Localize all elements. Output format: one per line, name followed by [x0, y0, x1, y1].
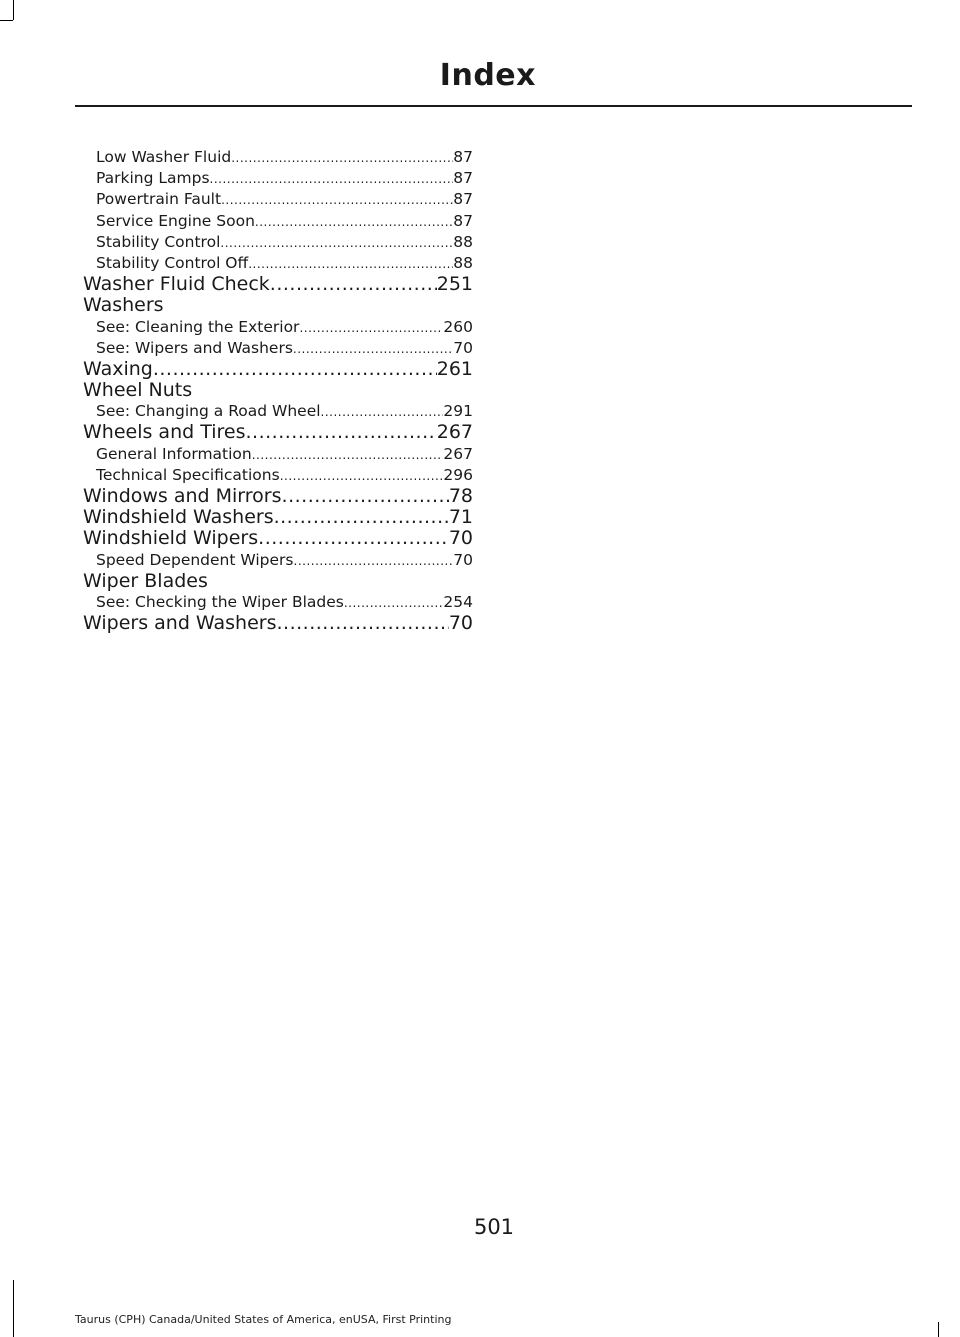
entry-page-number: 70: [448, 613, 473, 635]
entry-page-number: 78: [448, 486, 473, 507]
entry-page-number: 87: [453, 148, 473, 166]
index-entry: [83, 253, 473, 274]
entry-page-number: 254: [443, 592, 473, 611]
entry-page-number: 261: [436, 358, 473, 380]
index-entry: [83, 528, 473, 549]
index-entry: [83, 380, 473, 401]
crop-mark-top-left-horizontal: [0, 20, 13, 21]
index-entry: [83, 465, 473, 486]
dot-leader: [344, 593, 444, 613]
entry-page-number: 87: [453, 190, 473, 209]
index-entry: [83, 168, 473, 189]
index-entry: [83, 274, 473, 295]
index-entry: [83, 486, 473, 507]
index-entry: [83, 211, 473, 232]
dot-leader: [210, 169, 454, 189]
page-number: 501: [473, 1215, 515, 1239]
index-entry: [83, 444, 473, 465]
entry-label: Wiper Blades: [83, 570, 208, 592]
dot-leader: [274, 507, 449, 528]
index-entry: [83, 507, 473, 528]
entry-label: Washers: [83, 295, 164, 317]
entry-label: Washer Fluid Check: [83, 274, 270, 296]
index-entry: [83, 401, 473, 422]
entry-label: Technical Specifications: [96, 465, 280, 484]
crop-mark-bottom-left-vertical: [13, 1280, 14, 1337]
index-entry: [83, 422, 473, 443]
dot-leader: [252, 445, 444, 465]
index-entry: [83, 613, 473, 634]
index-entry: [83, 338, 473, 359]
entry-page-number: 267: [436, 422, 473, 444]
entry-label: Speed Dependent Wipers: [96, 550, 294, 569]
entry-label: Wipers and Washers: [83, 613, 277, 635]
dot-leader: [231, 148, 453, 168]
entry-label: Windshield Washers: [83, 507, 274, 529]
entry-page-number: 296: [443, 465, 473, 484]
entry-label: Waxing: [83, 358, 153, 380]
entry-label: Wheels and Tires: [83, 422, 246, 444]
index-entry: [83, 232, 473, 253]
index-entry: [83, 550, 473, 571]
dot-leader: [221, 190, 453, 210]
entry-page-number: 87: [453, 169, 473, 188]
dot-leader: [277, 613, 449, 634]
dot-leader: [321, 402, 444, 422]
dot-leader: [280, 466, 444, 486]
page-title: Index: [439, 58, 536, 93]
index-list: [83, 147, 473, 634]
index-entry: [83, 189, 473, 210]
entry-label: Windows and Mirrors: [83, 486, 282, 507]
dot-leader: [293, 339, 453, 359]
entry-page-number: 88: [453, 253, 473, 272]
entry-label: Low Washer Fluid: [96, 148, 232, 166]
index-entry: [83, 592, 473, 613]
entry-page-number: 71: [448, 507, 473, 529]
dot-leader: [299, 318, 443, 338]
header-rule: [75, 105, 912, 107]
dot-leader: [294, 551, 454, 571]
footer-edition-text: Taurus (CPH) Canada/United States of America, enUSA, First Printing: [75, 1313, 452, 1326]
dot-leader: [270, 274, 437, 295]
entry-label: See: Cleaning the Exterior: [96, 317, 300, 336]
dot-leader: [258, 528, 449, 549]
entry-page-number: 70: [453, 338, 473, 357]
entry-page-number: 267: [443, 444, 473, 463]
dot-leader: [248, 254, 453, 274]
entry-label: Stability Control: [96, 232, 221, 251]
crop-mark-top-left-vertical: [13, 0, 14, 20]
entry-page-number: 260: [443, 317, 473, 336]
entry-label: General Information: [96, 444, 252, 463]
entry-page-number: 251: [436, 274, 473, 296]
index-entry: [83, 571, 473, 592]
entry-page-number: 70: [448, 528, 473, 550]
entry-label: Wheel Nuts: [83, 380, 193, 402]
dot-leader: [255, 212, 453, 232]
entry-label: See: Checking the Wiper Blades: [96, 592, 344, 611]
dot-leader: [220, 233, 453, 253]
entry-label: See: Wipers and Washers: [96, 338, 293, 357]
dot-leader: [153, 359, 437, 380]
entry-label: Service Engine Soon: [96, 211, 255, 230]
index-entry: [83, 295, 473, 316]
index-entry: [83, 147, 473, 168]
entry-page-number: 87: [453, 211, 473, 230]
entry-label: Powertrain Fault: [96, 190, 222, 209]
entry-page-number: 291: [443, 402, 473, 421]
entry-label: Windshield Wipers: [83, 528, 259, 550]
index-entry: [83, 359, 473, 380]
entry-label: Parking Lamps: [96, 169, 210, 188]
dot-leader: [282, 486, 449, 507]
entry-label: Stability Control Off: [96, 253, 249, 272]
entry-label: See: Changing a Road Wheel: [96, 402, 321, 421]
entry-page-number: 88: [453, 232, 473, 251]
index-entry: [83, 317, 473, 338]
dot-leader: [246, 422, 437, 443]
entry-page-number: 70: [453, 550, 473, 569]
crop-mark-bottom-right-vertical: [938, 1322, 939, 1337]
